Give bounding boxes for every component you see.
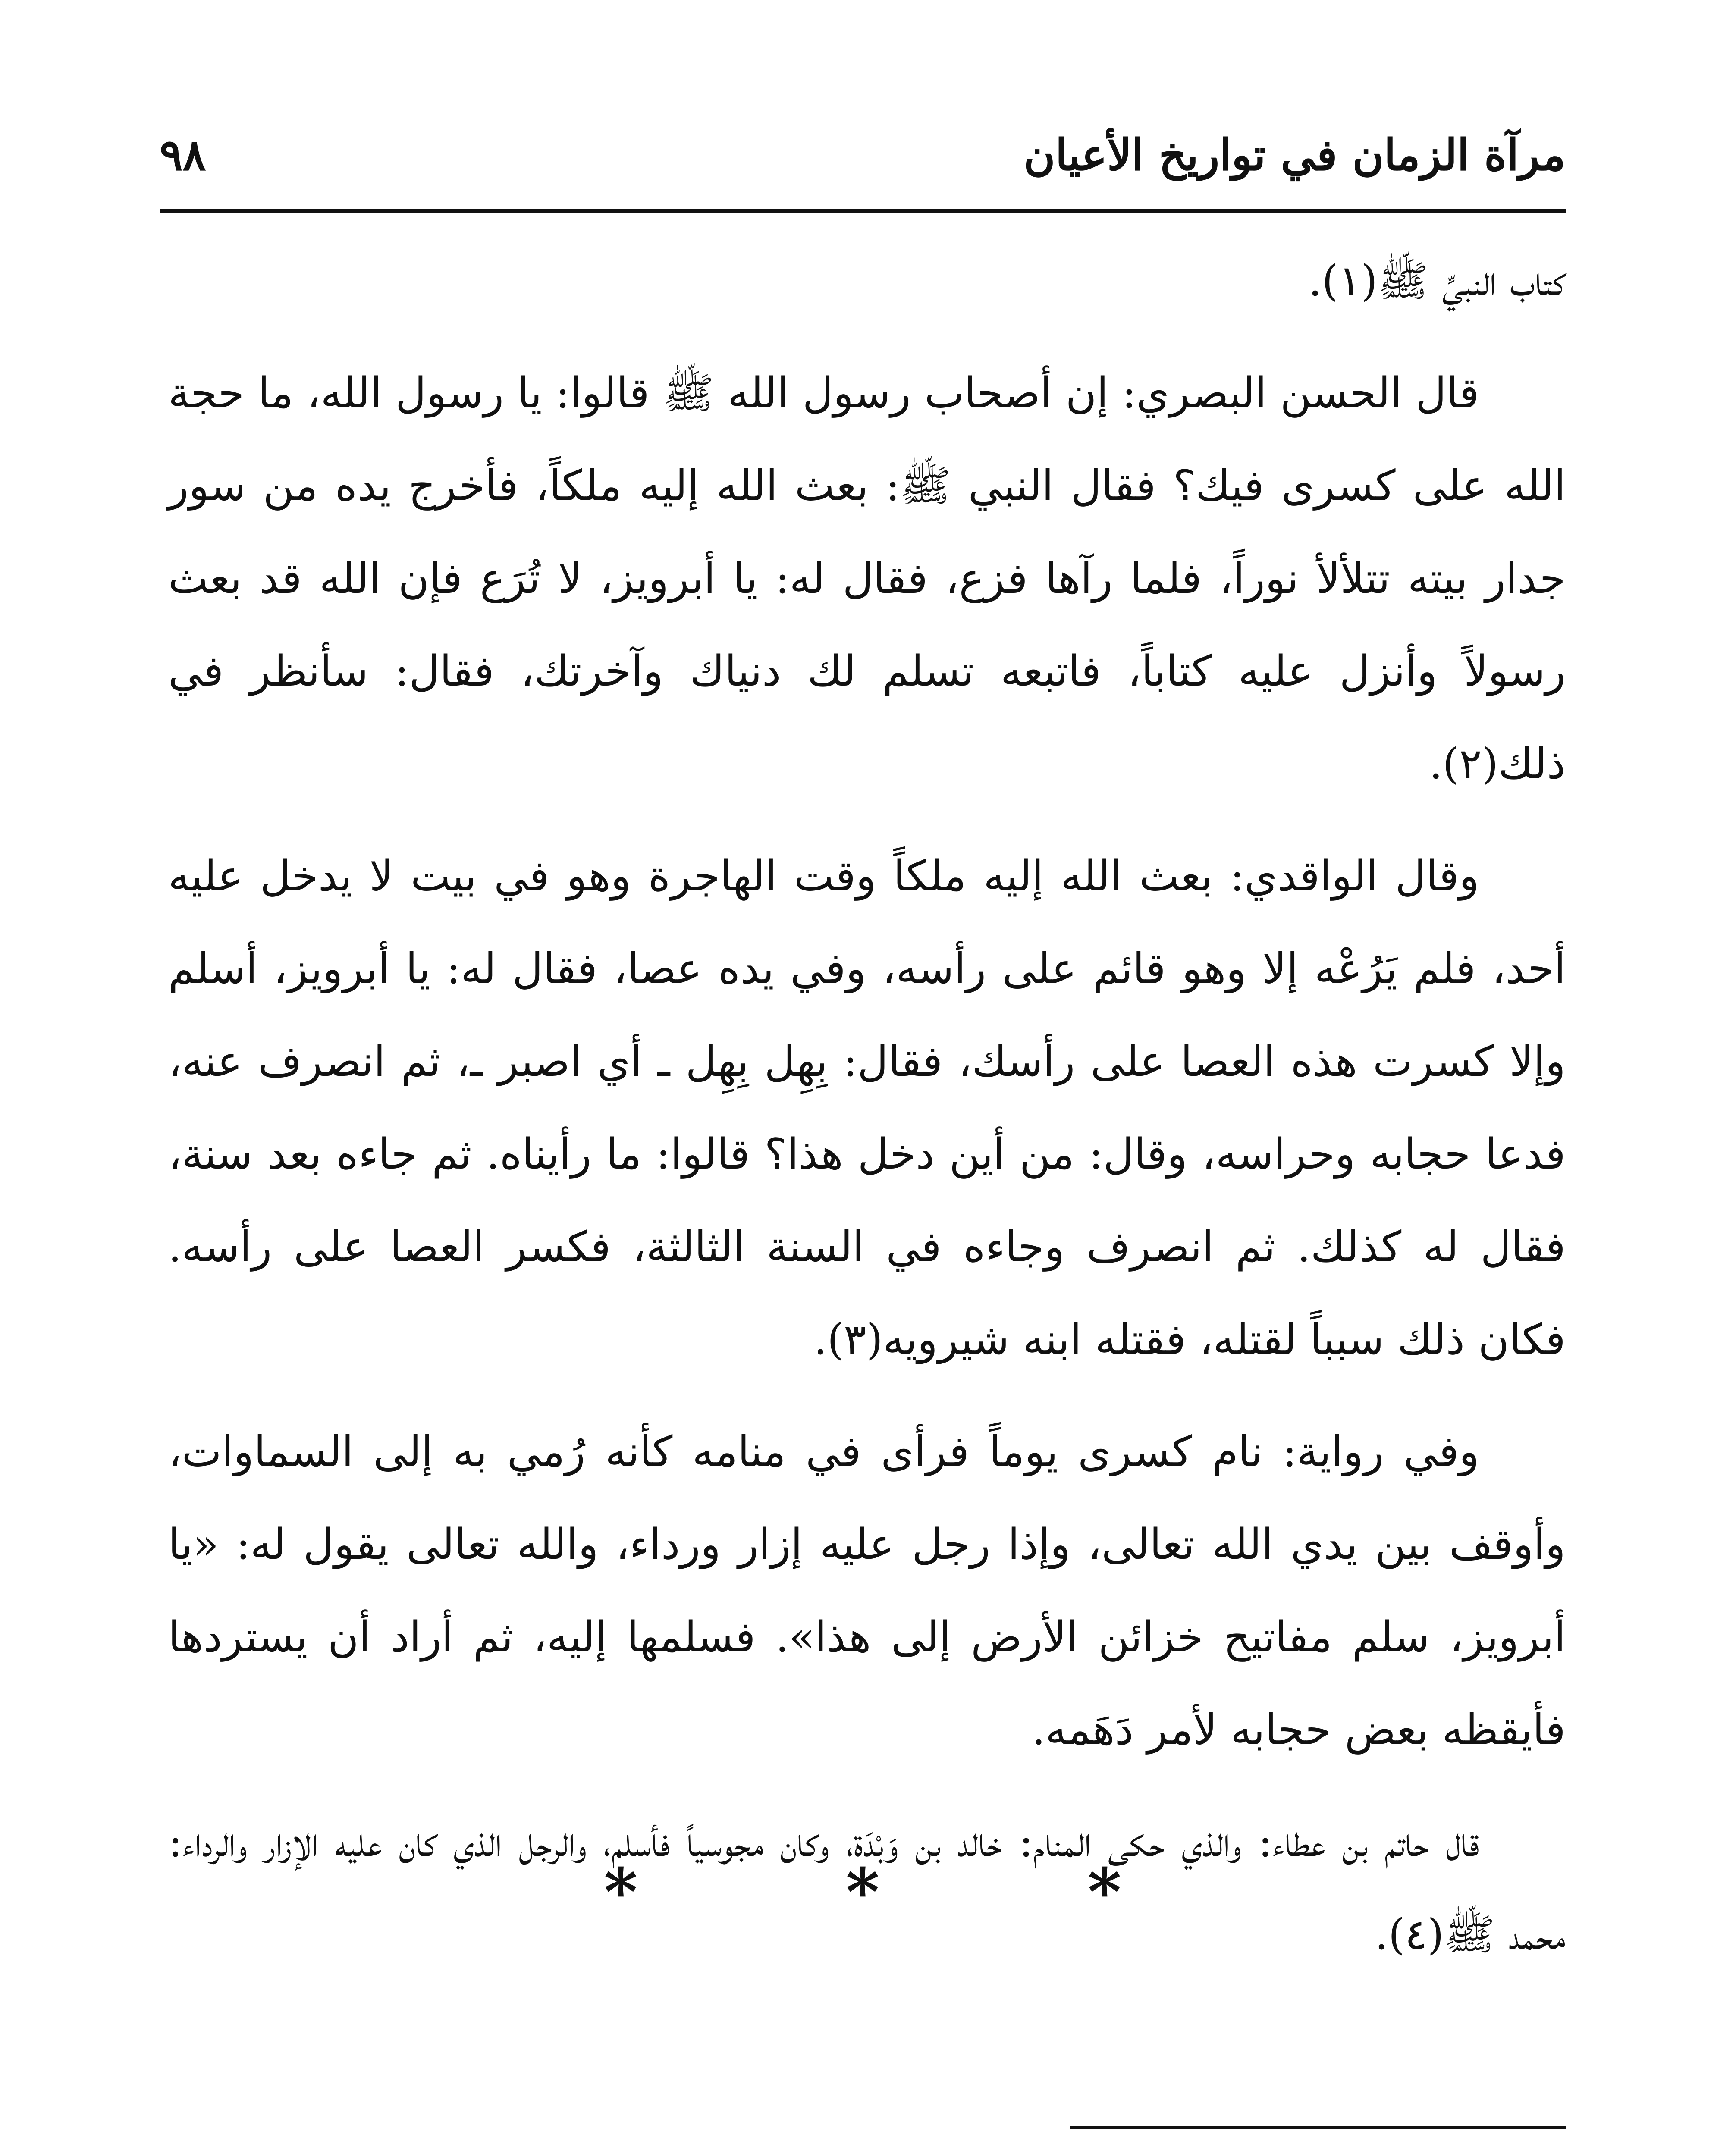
paragraph-5: قال حاتم بن عطاء: والذي حكى المنام: خالد بن وَبْدَة، وكان مجوسياً فأسلم، والرجل الذي كان عليه الإزار والرداء: محمد ﷺ(٤). xyxy=(168,1818,1566,1959)
separator-star: * xyxy=(845,1854,880,1930)
footnote-1 xyxy=(168,2150,1566,2156)
footnote-rule xyxy=(1070,2126,1566,2129)
page-number: ٩٨ xyxy=(160,129,206,180)
separator-star: * xyxy=(1087,1854,1121,1930)
footnotes xyxy=(168,2150,1566,2156)
paragraph-3: وقال الواقدي: بعث الله إليه ملكاً وقت الهاجرة وهو في بيت لا يدخل عليه أحد، فلم يَرُعْه إلا وهو قائم على رأسه، وفي يده عصا، فقال له: يا أبرويز، أسلم وإلا كسرت هذه العصا على رأسك، فقال: بِهِل بِهِل ـ أي اصبر ـ، ثم انصرف عنه، فدعا حجابه وحراسه، وقال: من أين دخل هذا؟ قالوا: ما رأيناه. ثم جاءه بعد سنة، فقال له كذلك. ثم انصرف وجاءه في السنة الثالثة، فكسر العصا على رأسه. فكان ذلك سبباً لقتله، فقتله ابنه شيرويه(٣). xyxy=(168,852,1566,1364)
main-text xyxy=(168,235,1566,2001)
header-rule xyxy=(160,209,1566,213)
paragraph-2: قال الحسن البصري: إن أصحاب رسول الله ﷺ قالوا: يا رسول الله، ما حجة الله على كسرى فيك؟ فقال النبي ﷺ: بعث الله إليه ملكاً، فأخرج يده من سور جدار بيته تتلألأ نوراً، فلما رآها فزع، فقال له: يا أبرويز، لا تُرَع فإن الله قد بعث رسولاً وأنزل عليه كتاباً، فاتبعه تسلم لك دنياك وآخرتك، فقال: سأنظر في ذلك(٢). xyxy=(168,369,1566,789)
page-header xyxy=(160,125,1566,190)
paragraph-1: كتاب النبيِّ ﷺ(١). xyxy=(1308,257,1566,306)
running-title: مرآة الزمان في تواريخ الأعيان xyxy=(1023,129,1566,180)
separator-star: * xyxy=(604,1854,638,1930)
paragraph-4: وفي رواية: نام كسرى يوماً فرأى في منامه كأنه رُمي به إلى السماوات، وأوقف بين يدي الله تعالى، وإذا رجل عليه إزار ورداء، والله تعالى يقول له: «يا أبرويز، سلم مفاتيح خزائن الأرض إلى هذا». فسلمها إليه، ثم أراد أن يستردها فأيقظه بعض حجابه لأمر دَهَمه. xyxy=(168,1427,1566,1755)
section-separator xyxy=(604,1854,1121,1930)
